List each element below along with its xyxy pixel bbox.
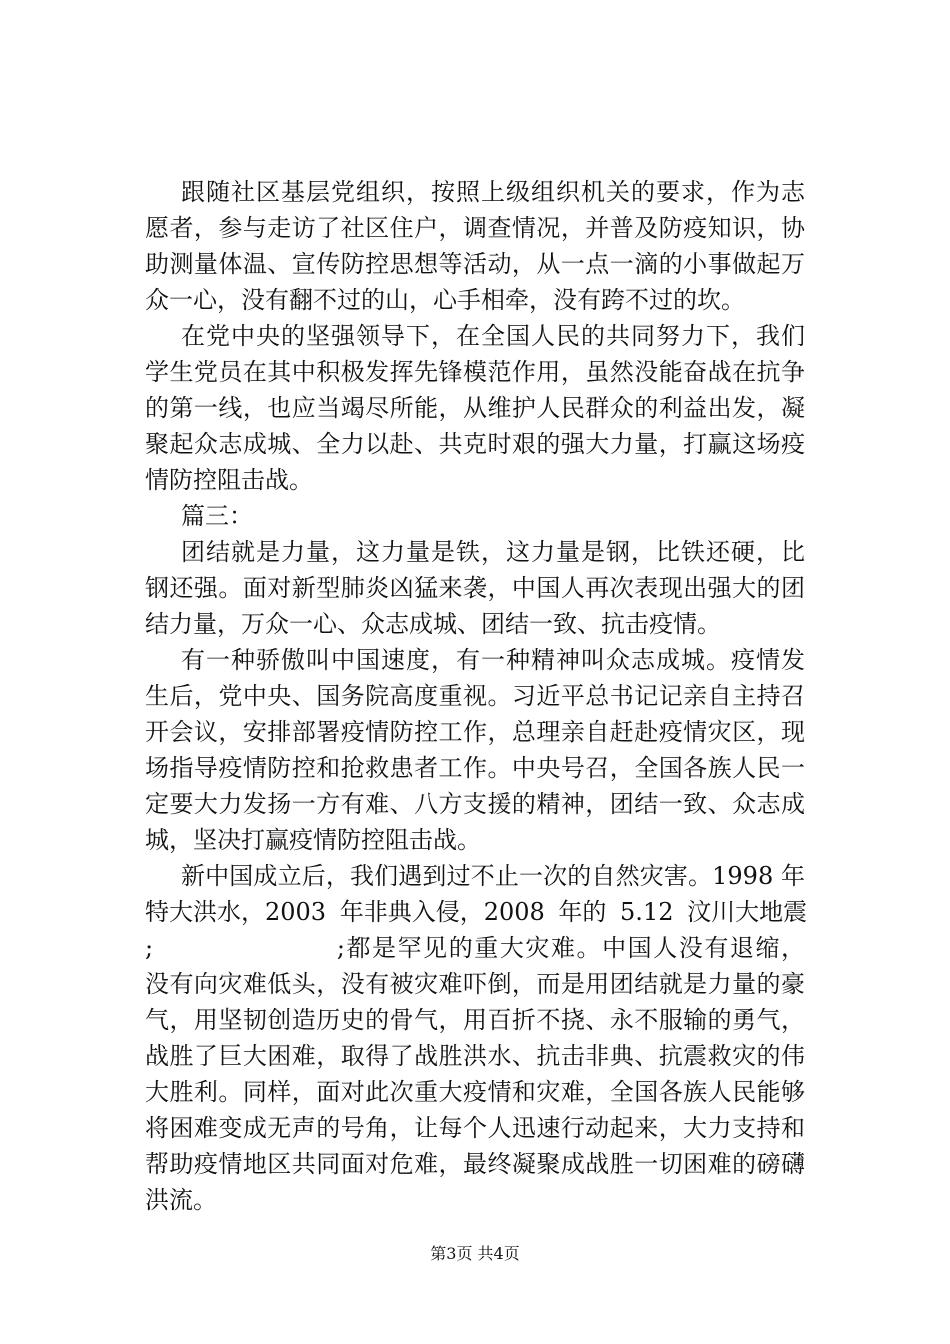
paragraph-line: 没有向灾难低头，没有被灾难吓倒，而是用团结就是力量的豪 xyxy=(145,970,805,998)
paragraph-line: 城，坚决打赢疫情防控阻击战。 xyxy=(145,826,481,854)
paragraph-line: 在党中央的坚强领导下，在全国人民的共同努力下，我们 xyxy=(181,322,805,350)
paragraph-line: 的第一线，也应当竭尽所能，从维护人民群众的利益出发，凝 xyxy=(145,394,805,422)
paragraph-line: 将困难变成无声的号角，让每个人迅速行动起来，大力支持和 xyxy=(145,1114,805,1142)
paragraph-line: 生后，党中央、国务院高度重视。习近平总书记记亲自主持召 xyxy=(145,682,805,710)
paragraph-line: 助测量体温、宣传防控思想等活动，从一点一滴的小事做起万 xyxy=(145,250,805,278)
paragraph-line: 团结就是力量，这力量是铁，这力量是钢，比铁还硬，比 xyxy=(181,538,805,566)
paragraph-line: 众一心，没有翻不过的山，心手相牵，没有跨不过的坎。 xyxy=(145,286,745,314)
paragraph-line: ; ;都是罕见的重大灾难。中国人没有退缩， xyxy=(145,934,805,962)
paragraph-line: 开会议，安排部署疫情防控工作，总理亲自赶赴疫情灾区，现 xyxy=(145,718,805,746)
paragraph-line: 情防控阻击战。 xyxy=(145,466,313,494)
page-footer: 第3页 共4页 xyxy=(430,1244,520,1263)
paragraph-line: 定要大力发扬一方有难、八方支援的精神，团结一致、众志成 xyxy=(145,790,805,818)
section-heading: 篇三： xyxy=(181,502,253,530)
paragraph-line: 学生党员在其中积极发挥先锋模范作用，虽然没能奋战在抗争 xyxy=(145,358,805,386)
paragraph-line: 有一种骄傲叫中国速度，有一种精神叫众志成城。疫情发 xyxy=(181,646,805,674)
paragraph-line: 帮助疫情地区共同面对危难，最终凝聚成战胜一切困难的磅礴 xyxy=(145,1150,805,1178)
paragraph-line: 战胜了巨大困难，取得了战胜洪水、抗击非典、抗震救灾的伟 xyxy=(145,1042,805,1070)
paragraph-line: 场指导疫情防控和抢救患者工作。中央号召，全国各族人民一 xyxy=(145,754,805,782)
paragraph-line: 愿者，参与走访了社区住户，调查情况，并普及防疫知识，协 xyxy=(145,214,805,242)
paragraph-line: 气，用坚韧创造历史的骨气，用百折不挠、永不服输的勇气， xyxy=(145,1006,805,1034)
paragraph-line: 聚起众志成城、全力以赴、共克时艰的强大力量，打赢这场疫 xyxy=(145,430,805,458)
paragraph-line: 钢还强。面对新型肺炎凶猛来袭，中国人再次表现出强大的团 xyxy=(145,574,805,602)
paragraph-line: 大胜利。同样，面对此次重大疫情和灾难，全国各族人民能够 xyxy=(145,1078,805,1106)
paragraph-line: 洪流。 xyxy=(145,1186,217,1214)
paragraph-line: 结力量，万众一心、众志成城、团结一致、抗击疫情。 xyxy=(145,610,721,638)
paragraph-line: 特大洪水，2003 年非典入侵，2008 年的 5.12 汶川大地震 xyxy=(145,898,808,926)
paragraph-line: 新中国成立后，我们遇到过不止一次的自然灾害。1998 年 xyxy=(181,862,805,890)
paragraph-line: 跟随社区基层党组织，按照上级组织机关的要求，作为志 xyxy=(181,178,805,206)
